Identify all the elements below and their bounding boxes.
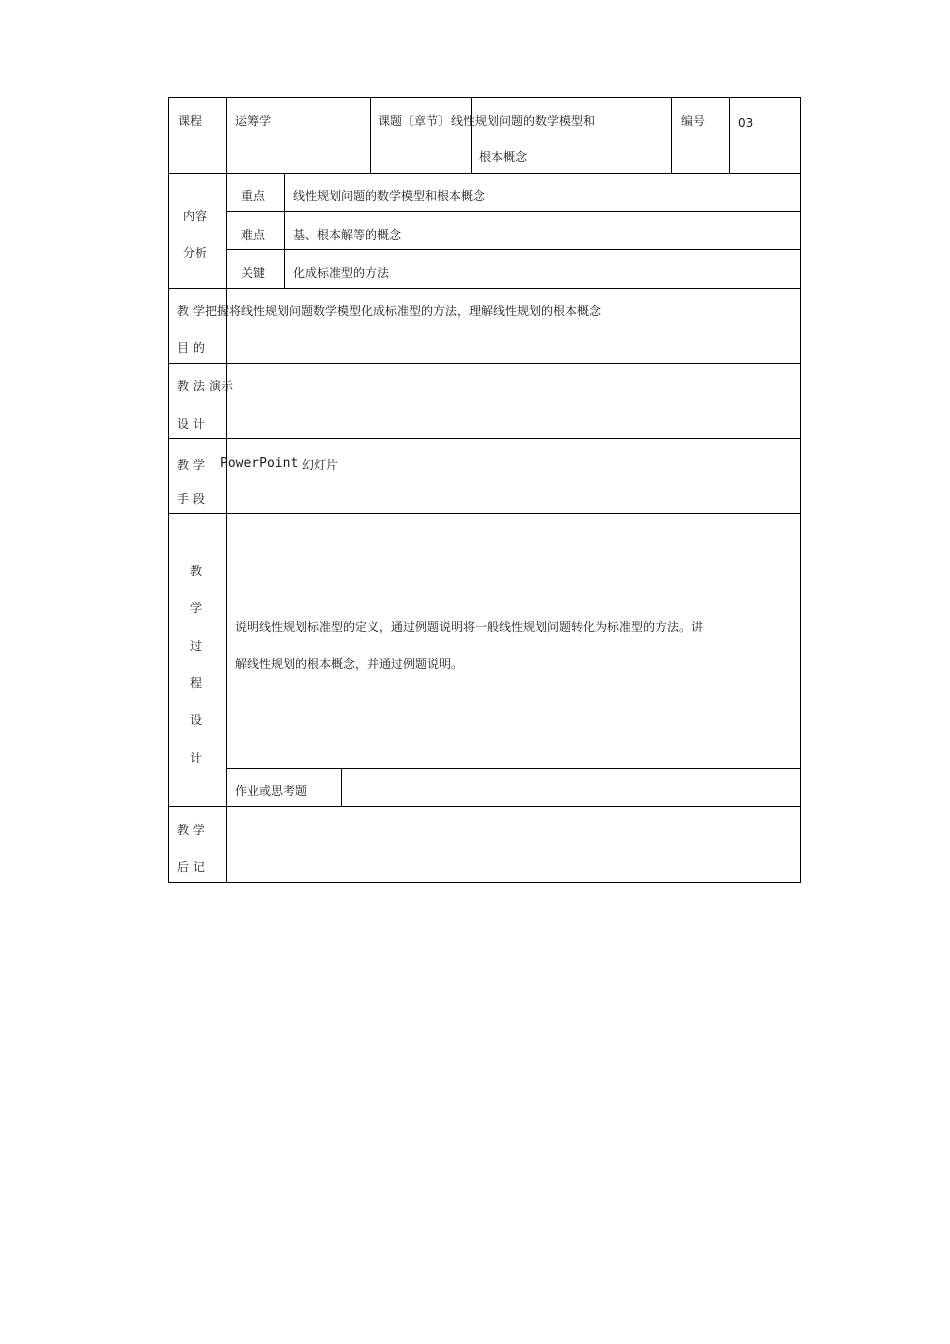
table-rule: [226, 768, 801, 769]
table-border-left: [168, 97, 169, 883]
table-rule: [168, 173, 801, 174]
objective-value: 把握将线性规划问题数学模型化成标准型的方法，理解线性规划的根本概念: [205, 304, 602, 318]
difficulty-label: 难点: [241, 228, 266, 242]
course-value: 运筹学: [235, 114, 272, 128]
table-rule: [226, 211, 801, 212]
means-label-2: 手 段: [177, 492, 205, 506]
number-value: 03: [738, 116, 754, 130]
process-label-char: 学: [190, 601, 203, 615]
table-rule: [729, 97, 730, 173]
table-rule: [168, 363, 801, 364]
postscript-label-1: 教 学: [177, 823, 205, 837]
method-label-1: 教 法: [177, 379, 205, 393]
key-value: 化成标准型的方法: [293, 266, 390, 280]
table-rule: [168, 513, 801, 514]
table-rule: [226, 97, 227, 883]
table-rule: [284, 173, 285, 288]
homework-label: 作业或思考题: [235, 784, 308, 798]
key-point-value: 线性规划问题的数学模型和根本概念: [293, 189, 486, 203]
number-label: 编号: [681, 114, 706, 128]
table-rule: [341, 768, 342, 806]
table-rule: [168, 806, 801, 807]
process-label-char: 设: [190, 713, 203, 727]
process-label-char: 过: [190, 639, 203, 653]
method-label-2: 设 计: [177, 417, 205, 431]
process-label-char: 计: [190, 751, 203, 765]
table-border-bottom: [168, 882, 801, 883]
content-analysis-label-2: 分析: [183, 246, 208, 260]
table-rule: [370, 97, 371, 173]
table-rule: [226, 249, 801, 250]
table-border-right: [800, 97, 801, 883]
means-label-1: 教 学: [177, 458, 205, 472]
method-value: 演示: [209, 379, 234, 393]
postscript-label-2: 后 记: [177, 860, 205, 874]
topic-value-line1: 线性规划问题的数学模型和: [451, 114, 596, 128]
table-rule: [471, 97, 472, 173]
process-label-char: 程: [190, 676, 203, 690]
process-text-line1: 说明线性规划标准型的定义，通过例题说明将一般线性规划问题转化为标准型的方法。讲: [235, 620, 704, 634]
table-rule: [671, 97, 672, 173]
difficulty-value: 基、根本解等的概念: [293, 228, 402, 242]
topic-value-line2: 根本概念: [479, 150, 528, 164]
process-text-line2: 解线性规划的根本概念，并通过例题说明。: [235, 657, 464, 671]
means-value-en: PowerPoint: [220, 456, 299, 471]
means-value-cn: 幻灯片: [302, 458, 339, 472]
table-border-top: [168, 97, 801, 98]
content-analysis-label-1: 内容: [183, 209, 208, 223]
objective-label-2: 目 的: [177, 341, 205, 355]
table-rule: [168, 438, 801, 439]
table-rule: [168, 288, 801, 289]
key-label: 关键: [241, 266, 266, 280]
process-label-char: 教: [190, 564, 203, 578]
objective-label-1: 教 学: [177, 304, 205, 318]
course-label: 课程: [178, 114, 203, 128]
topic-label: 课题〔章节〕: [378, 114, 451, 128]
key-point-label: 重点: [241, 189, 266, 203]
